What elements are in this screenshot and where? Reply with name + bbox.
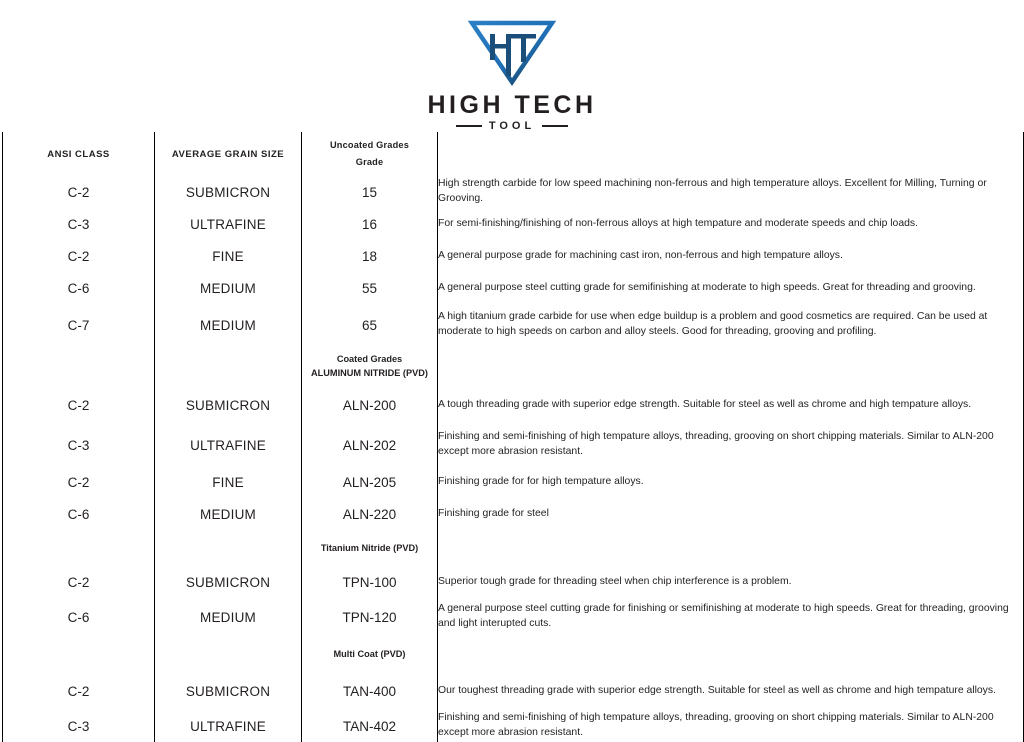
section-title-cell <box>302 346 438 386</box>
cell-grain-size: FINE <box>155 240 302 272</box>
cell-description: Our toughest threading grade with superior edge strength. Suitable for steel as well as chrome and high tempature alloys. <box>438 672 1024 710</box>
cell-grain-size: ULTRAFINE <box>155 208 302 240</box>
cell-ansi-class: C-2 <box>3 466 155 498</box>
cell-grain-size: SUBMICRON <box>155 386 302 424</box>
cell-grade: 55 <box>302 272 438 304</box>
brand-wordmark <box>428 92 597 132</box>
table-row <box>3 272 1024 304</box>
table-header-row <box>3 132 1024 176</box>
carbide-grade-table <box>2 132 1024 742</box>
logo-rule-right <box>542 125 568 127</box>
cell-ansi-class: C-2 <box>3 672 155 710</box>
cell-grade: TAN-402 <box>302 710 438 742</box>
cell-grade: TPN-120 <box>302 598 438 636</box>
cell-grain-size: MEDIUM <box>155 598 302 636</box>
section-spacer-grain <box>155 346 302 386</box>
cell-description: Finishing grade for for high tempature alloys. <box>438 466 1024 498</box>
column-header-ansi-class: ANSI CLASS <box>3 132 155 176</box>
cell-grade: 15 <box>302 176 438 208</box>
column-header-average-grain-size: AVERAGE GRAIN SIZE <box>155 132 302 176</box>
table-row <box>3 710 1024 742</box>
brand-name: HIGH TECH <box>427 91 597 119</box>
section-spacer-desc <box>438 530 1024 566</box>
brand-logo <box>0 14 1024 132</box>
cell-grain-size: SUBMICRON <box>155 176 302 208</box>
table-row <box>3 304 1024 346</box>
section-spacer-grain <box>155 636 302 672</box>
cell-description: A general purpose steel cutting grade for semifinishing at moderate to high speeds. Great for threading and grooving. <box>438 272 1024 304</box>
cell-grade: ALN-205 <box>302 466 438 498</box>
cell-description: For semi-finishing/finishing of non-ferrous alloys at high tempature and moderate speeds and chip loads. <box>438 208 1024 240</box>
section-header-aluminum-nitride <box>3 346 1024 386</box>
table-row <box>3 498 1024 530</box>
section-spacer-ansi <box>3 530 155 566</box>
cell-description: A general purpose steel cutting grade for finishing or semifinishing at moderate to high speeds. Great for threading, grooving and light interupted cuts. <box>438 598 1024 636</box>
cell-ansi-class: C-7 <box>3 304 155 346</box>
ht-triangle-logo-icon <box>466 14 558 86</box>
section-title-line1: Titanium Nitride (PVD) <box>320 542 419 553</box>
logo-rule-left <box>456 125 482 127</box>
section-title-line1: Multi Coat (PVD) <box>333 648 406 659</box>
cell-grade: ALN-202 <box>302 424 438 466</box>
cell-grade: TAN-400 <box>302 672 438 710</box>
cell-grade: ALN-200 <box>302 386 438 424</box>
column-header-description <box>438 132 1024 176</box>
cell-ansi-class: C-3 <box>3 710 155 742</box>
section-spacer-ansi <box>3 636 155 672</box>
section-title-line2: ALUMINUM NITRIDE (PVD) <box>311 368 428 378</box>
cell-grain-size: SUBMICRON <box>155 566 302 598</box>
cell-description: Finishing and semi-finishing of high tempature alloys, threading, grooving on short chipping materials. Similar to ALN-200 except more abrasion resistant. <box>438 710 1024 742</box>
section-spacer-ansi <box>3 346 155 386</box>
cell-grain-size: SUBMICRON <box>155 672 302 710</box>
cell-ansi-class: C-2 <box>3 566 155 598</box>
table-row <box>3 240 1024 272</box>
table-row <box>3 424 1024 466</box>
cell-grade: ALN-220 <box>302 498 438 530</box>
cell-grain-size: ULTRAFINE <box>155 710 302 742</box>
brand-sub-row <box>456 120 568 132</box>
column-header-grade-line1: Uncoated Grades <box>329 139 410 150</box>
cell-ansi-class: C-2 <box>3 386 155 424</box>
cell-ansi-class: C-6 <box>3 272 155 304</box>
section-title-cell <box>302 636 438 672</box>
cell-description: High strength carbide for low speed machining non-ferrous and high temperature alloys. Excellent for Milling, Turning or Grooving. <box>438 176 1024 208</box>
table-row <box>3 176 1024 208</box>
section-title-cell <box>302 530 438 566</box>
table-row <box>3 386 1024 424</box>
cell-description: Superior tough grade for threading steel when chip interference is a problem. <box>438 566 1024 598</box>
cell-ansi-class: C-2 <box>3 176 155 208</box>
column-header-grade-line2: Grade <box>355 157 384 167</box>
cell-ansi-class: C-3 <box>3 424 155 466</box>
cell-grade: TPN-100 <box>302 566 438 598</box>
cell-grain-size: ULTRAFINE <box>155 424 302 466</box>
cell-grade: 18 <box>302 240 438 272</box>
cell-ansi-class: C-2 <box>3 240 155 272</box>
cell-description: A high titanium grade carbide for use when edge buildup is a problem and good cosmetics are required. Can be used at moderate to high speeds on carbon and alloy steels. Good for threading, grooving and profiling. <box>438 304 1024 346</box>
table-row <box>3 672 1024 710</box>
cell-grain-size: MEDIUM <box>155 498 302 530</box>
cell-ansi-class: C-6 <box>3 498 155 530</box>
table-row <box>3 566 1024 598</box>
section-spacer-desc <box>438 346 1024 386</box>
section-spacer-desc <box>438 636 1024 672</box>
section-spacer-grain <box>155 530 302 566</box>
table-row <box>3 466 1024 498</box>
table-head <box>3 132 1024 176</box>
cell-description: Finishing grade for steel <box>438 498 1024 530</box>
brand-sub: TOOL <box>488 120 536 133</box>
table-row <box>3 598 1024 636</box>
cell-description: A tough threading grade with superior edge strength. Suitable for steel as well as chrome and high tempature alloys. <box>438 386 1024 424</box>
section-title-line1: Coated Grades <box>336 353 403 364</box>
cell-grade: 16 <box>302 208 438 240</box>
cell-grain-size: FINE <box>155 466 302 498</box>
cell-ansi-class: C-6 <box>3 598 155 636</box>
table-row <box>3 208 1024 240</box>
cell-description: Finishing and semi-finishing of high tempature alloys, threading, grooving on short chipping materials. Similar to ALN-200 except more abrasion resistant. <box>438 424 1024 466</box>
section-header-titanium-nitride <box>3 530 1024 566</box>
cell-description: A general purpose grade for machining cast iron, non-ferrous and high tempature alloys. <box>438 240 1024 272</box>
cell-grade: 65 <box>302 304 438 346</box>
cell-ansi-class: C-3 <box>3 208 155 240</box>
table-body <box>3 176 1024 742</box>
column-header-grade <box>302 132 438 176</box>
cell-grain-size: MEDIUM <box>155 272 302 304</box>
section-header-multi-coat <box>3 636 1024 672</box>
cell-grain-size: MEDIUM <box>155 304 302 346</box>
